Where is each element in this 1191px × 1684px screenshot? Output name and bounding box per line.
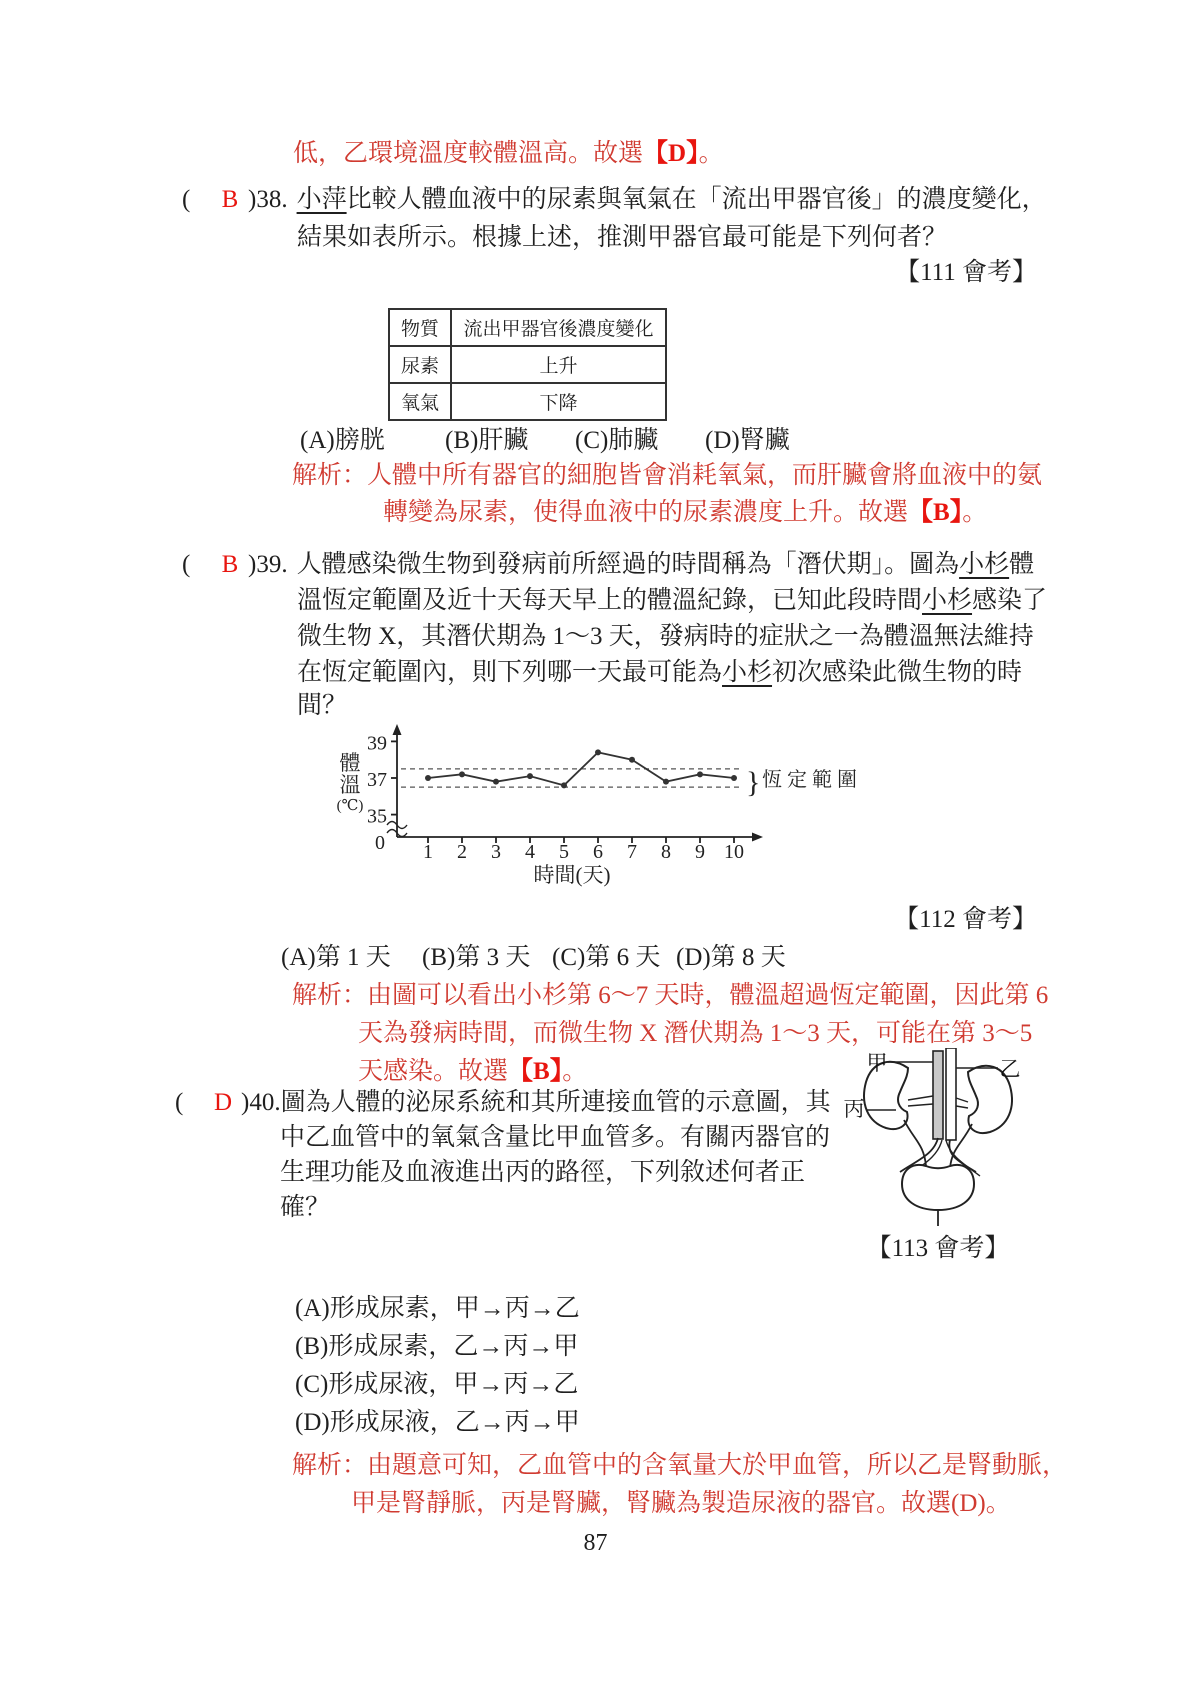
option-b: (B)肝臟 — [445, 427, 529, 454]
analysis-39-line2: 天為發病時間，而微生物 X 潛伏期為 1～3 天，可能在第 3～5 — [358, 1020, 1033, 1047]
analysis-40-line2: 甲是腎靜脈，丙是腎臟，腎臟為製造尿液的器官。故選(D)。 — [351, 1490, 1011, 1517]
answer-paren-open: ( — [175, 1089, 184, 1116]
svg-text:37: 37 — [367, 769, 387, 791]
svg-text:3: 3 — [491, 841, 501, 863]
question-number-q40: )40. — [241, 1089, 281, 1116]
question-number-q38: )38. — [248, 186, 288, 213]
option-b: (B)第 3 天 — [422, 944, 531, 971]
question-40-line1 — [175, 1085, 831, 1121]
svg-text:4: 4 — [525, 841, 535, 863]
option-c: (C)第 6 天 — [552, 944, 661, 971]
table-cell-oxygen-change: 下降 — [451, 383, 666, 420]
svg-text:6: 6 — [593, 841, 603, 863]
analysis-label: 解析： — [292, 1452, 368, 1479]
option-c: (C)形成尿液，甲→丙→乙 — [295, 1371, 579, 1398]
exam-source-tag-112: 【112 會考】 — [894, 906, 1037, 933]
svg-text:5: 5 — [559, 841, 569, 863]
question-40-line4: 確？ — [280, 1194, 331, 1221]
option-d: (D)腎臟 — [705, 427, 790, 454]
svg-text:8: 8 — [661, 841, 671, 863]
table-row — [389, 383, 666, 420]
analysis-38-line1 — [292, 458, 1042, 494]
question-39-line1 — [182, 547, 1034, 583]
answer-paren-open: ( — [182, 186, 191, 213]
question-number-q39: )39. — [248, 551, 288, 578]
option-a: (A)膀胱 — [300, 427, 385, 454]
table-header-row — [389, 309, 666, 346]
body-temp-chart-svg — [310, 690, 870, 900]
analysis-39-line3: 天感染。故選【B】。 — [358, 1058, 588, 1085]
analysis-38-line2: 轉變為尿素，使得血液中的尿素濃度上升。故選【B】。 — [383, 499, 988, 526]
analysis-39-line1 — [292, 978, 1048, 1014]
analysis-text: 由圖可以看出小杉第 6～7 天時，體溫超過恆定範圍，因此第 6 — [367, 982, 1049, 1009]
exam-source-tag-111: 【111 會考】 — [895, 259, 1037, 286]
analysis-text: 人體中所有器官的細胞皆會消耗氧氣，而肝臟會將血液中的氨 — [367, 462, 1043, 489]
bladder — [902, 1165, 974, 1210]
page-number: 87 — [583, 1530, 608, 1556]
prev-answer-tail: 低，乙環境溫度較體溫高。故選【D】。 — [293, 140, 724, 167]
table-header-substance: 物質 — [389, 309, 451, 346]
option-b: (B)形成尿素，乙→丙→甲 — [295, 1333, 579, 1360]
svg-text:恆定範圍: 恆定範圍 — [762, 769, 862, 791]
question-40-text: 圖為人體的泌尿系統和其所連接血管的示意圖，其 — [280, 1089, 831, 1116]
svg-text:(℃): (℃) — [336, 798, 364, 814]
svg-text:7: 7 — [627, 841, 637, 863]
option-a: (A)第 1 天 — [281, 944, 391, 971]
blood-vessel-gray — [933, 1051, 943, 1139]
answer-letter-q40: D — [213, 1089, 233, 1116]
analysis-label: 解析： — [292, 982, 368, 1009]
question-40-line2: 中乙血管中的氧氣含量比甲血管多。有關丙器官的 — [280, 1124, 831, 1151]
svg-text:39: 39 — [367, 732, 387, 755]
table-cell-urea: 尿素 — [389, 346, 451, 383]
option-c: (C)肺臟 — [575, 427, 659, 454]
figure-label-yi: 乙 — [999, 1057, 1021, 1081]
figure-label-jia: 甲 — [866, 1051, 888, 1075]
svg-text:35: 35 — [367, 805, 387, 828]
svg-text:1: 1 — [423, 841, 433, 863]
question-39-text: 人體感染微生物到發病前所經過的時間稱為「潛伏期」。圖為小杉體 — [296, 551, 1035, 578]
option-a: (A)形成尿素，甲→丙→乙 — [295, 1295, 580, 1322]
answer-paren-open: ( — [182, 551, 191, 578]
table-cell-oxygen: 氧氣 — [389, 383, 451, 420]
svg-text:}: } — [746, 766, 761, 800]
question-39-line5: 間？ — [297, 692, 348, 719]
left-ureter — [904, 1120, 926, 1166]
analysis-text: 由題意可知，乙血管中的含氧量大於甲血管，所以乙是腎動脈， — [367, 1452, 1068, 1479]
answer-letter-q39: B — [221, 551, 239, 578]
blood-vessel-white — [946, 1048, 956, 1140]
figure-label-bing: 丙 — [843, 1097, 865, 1121]
svg-text:10: 10 — [724, 841, 744, 863]
svg-text:9: 9 — [695, 841, 705, 863]
question-39-line4: 在恆定範圍內，則下列哪一天最可能為小杉初次感染此微生物的時 — [297, 659, 1023, 686]
question-38-line2: 結果如表所示。根據上述，推測甲器官最可能是下列何者？ — [297, 224, 948, 251]
exam-source-tag-113: 【113 會考】 — [866, 1235, 1010, 1262]
table-row — [389, 346, 666, 383]
analysis-40-line1 — [292, 1448, 1067, 1484]
table-cell-urea-change: 上升 — [451, 346, 666, 383]
svg-text:0: 0 — [375, 832, 385, 854]
svg-text:2: 2 — [457, 841, 467, 863]
svg-text:體: 體 — [339, 751, 361, 775]
question-38-text: 小萍比較人體血液中的尿素與氧氣在「流出甲器官後」的濃度變化， — [296, 186, 1047, 213]
urinary-system-figure — [838, 1048, 1038, 1233]
table-header-change: 流出甲器官後濃度變化 — [451, 309, 666, 346]
question-39-line3: 微生物 X，其潛伏期為 1～3 天，發病時的症狀之一為體溫無法維持 — [297, 623, 1034, 650]
substance-table — [388, 308, 667, 421]
answer-letter-q38: B — [221, 186, 239, 213]
svg-text:時間(天): 時間(天) — [533, 863, 611, 887]
option-d: (D)形成尿液，乙→丙→甲 — [295, 1409, 580, 1436]
question-40-line3: 生理功能及血液進出丙的路徑，下列敘述何者正 — [280, 1159, 806, 1186]
option-d: (D)第 8 天 — [676, 944, 786, 971]
svg-text:溫: 溫 — [339, 773, 361, 797]
question-38-line1 — [182, 182, 1047, 218]
question-39-line2: 溫恆定範圍及近十天每天早上的體溫紀錄，已知此段時間小杉感染了 — [297, 587, 1048, 614]
analysis-label: 解析： — [292, 462, 368, 489]
